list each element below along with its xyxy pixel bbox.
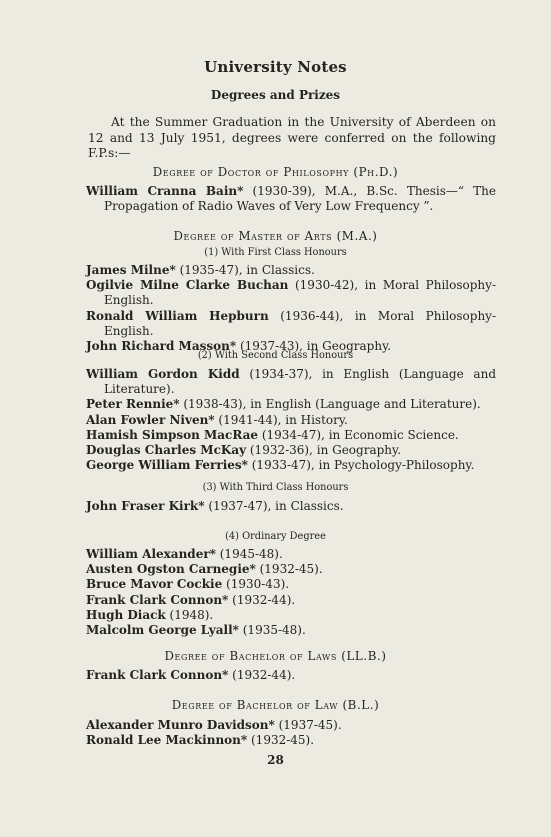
- graduate-name: Frank Clark Connon*: [86, 592, 229, 607]
- graduate-detail: (1932-36), in Geography.: [246, 443, 402, 458]
- graduate-entry: [86, 397, 496, 412]
- third-class-list: [86, 499, 496, 514]
- graduate-name: Douglas Charles McKay: [86, 443, 247, 458]
- graduate-name: John Fraser Kirk*: [86, 499, 205, 513]
- section-subtitle: Degrees and Prizes: [210, 88, 341, 102]
- graduate-entry: [86, 184, 496, 214]
- page-number: 28: [267, 753, 284, 767]
- graduate-name: William Alexander*: [86, 547, 216, 561]
- graduate-name: Ronald Lee Mackinnon*: [86, 733, 248, 748]
- graduate-name: George William Ferries*: [86, 458, 248, 473]
- graduate-name: William Cranna Bain*: [86, 184, 244, 198]
- graduate-name: Alan Fowler Niven*: [86, 412, 215, 427]
- ordinary-degree-label: (4) Ordinary Degree: [225, 531, 326, 542]
- graduate-entry: [86, 733, 496, 748]
- graduate-name: William Gordon Kidd: [86, 367, 240, 381]
- first-class-label: (1) With First Class Honours: [204, 247, 347, 258]
- graduate-name: Peter Rennie*: [86, 397, 180, 412]
- graduate-entry: [86, 458, 496, 473]
- graduate-entry: [86, 623, 496, 638]
- graduate-name: Hugh Diack: [86, 607, 166, 622]
- graduate-entry: [86, 547, 496, 562]
- graduate-detail: (1932-44).: [228, 668, 296, 682]
- graduate-name: Hamish Simpson MacRae: [86, 427, 259, 442]
- graduate-entry: [86, 309, 496, 339]
- graduate-detail: (1932-44).: [228, 592, 296, 607]
- graduate-detail: (1930-42), in Moral Philosophy-English.: [104, 278, 496, 308]
- graduate-entry: [86, 577, 496, 592]
- graduate-detail: (1937-43), in Geography.: [236, 339, 392, 354]
- graduate-entry: [86, 499, 496, 514]
- graduate-name: James Milne*: [86, 263, 176, 277]
- graduate-entry: [86, 593, 496, 608]
- phd-heading: Degree of Doctor of Philosophy (Ph.D.): [152, 165, 399, 179]
- graduate-detail: (1948).: [165, 607, 214, 622]
- graduate-detail: (1938-43), in English (Language and Literature).: [179, 397, 481, 412]
- graduate-entry: [86, 263, 496, 278]
- llb-heading: Degree of Bachelor of Laws (LL.B.): [164, 649, 387, 663]
- graduate-detail: (1935-48).: [238, 623, 306, 638]
- ordinary-degree-list: [86, 547, 496, 638]
- graduate-entry: [86, 367, 496, 397]
- graduate-entry: [86, 718, 496, 733]
- graduate-name: Malcolm George Lyall*: [86, 623, 239, 638]
- graduate-detail: (1941-44), in History.: [214, 412, 348, 427]
- graduate-entry: [86, 668, 496, 683]
- phd-list: [86, 184, 496, 214]
- graduate-entry: [86, 562, 496, 577]
- graduate-entry: [86, 413, 496, 428]
- bl-heading: Degree of Bachelor of Law (B.L.): [171, 698, 380, 712]
- graduate-detail: (1932-45).: [255, 562, 323, 577]
- graduate-detail: (1930-39), M.A., B.Sc. Thesis—“ The Propagation of Radio Waves of Very Low Frequency ”.: [104, 184, 496, 214]
- graduate-detail: (1934-37), in English (Language and Literature).: [104, 367, 496, 397]
- second-class-list: [86, 367, 496, 473]
- graduate-entry: [86, 428, 496, 443]
- third-class-label: (3) With Third Class Honours: [202, 482, 349, 493]
- graduate-detail: (1936-44), in Moral Philosophy-English.: [104, 308, 497, 338]
- graduate-detail: (1945-48).: [215, 547, 283, 561]
- graduate-detail: (1933-47), in Psychology-Philosophy.: [247, 458, 475, 473]
- graduate-detail: (1937-47), in Classics.: [204, 499, 344, 513]
- graduate-entry: [86, 608, 496, 623]
- second-class-label: (2) With Second Class Honours: [197, 350, 354, 361]
- page-title: University Notes: [204, 58, 347, 76]
- graduate-entry: [86, 443, 496, 458]
- graduate-name: Austen Ogston Carnegie*: [86, 562, 256, 577]
- llb-list: [86, 668, 496, 683]
- graduate-name: Bruce Mavor Cockie: [86, 577, 223, 592]
- graduate-name: Ronald William Hepburn: [86, 308, 269, 323]
- ma-heading: Degree of Master of Arts (M.A.): [173, 229, 378, 243]
- graduate-name: Frank Clark Connon*: [86, 668, 229, 682]
- intro-paragraph: At the Summer Graduation in the University of Aberdeen on 12 and 13 July 1951, degrees were conferred on the following F.P.s:—: [88, 115, 496, 160]
- graduate-name: Alexander Munro Davidson*: [86, 718, 275, 732]
- graduate-name: Ogilvie Milne Clarke Buchan: [86, 278, 289, 293]
- graduate-entry: [86, 278, 496, 308]
- graduate-detail: (1937-45).: [274, 718, 342, 732]
- graduate-detail: (1932-45).: [247, 733, 315, 748]
- first-class-list: [86, 263, 496, 354]
- graduate-name: John Richard Masson*: [86, 339, 237, 354]
- graduate-detail: (1935-47), in Classics.: [175, 263, 315, 277]
- graduate-detail: (1930-43).: [222, 577, 290, 592]
- bl-list: [86, 718, 496, 748]
- graduate-detail: (1934-47), in Economic Science.: [258, 427, 459, 442]
